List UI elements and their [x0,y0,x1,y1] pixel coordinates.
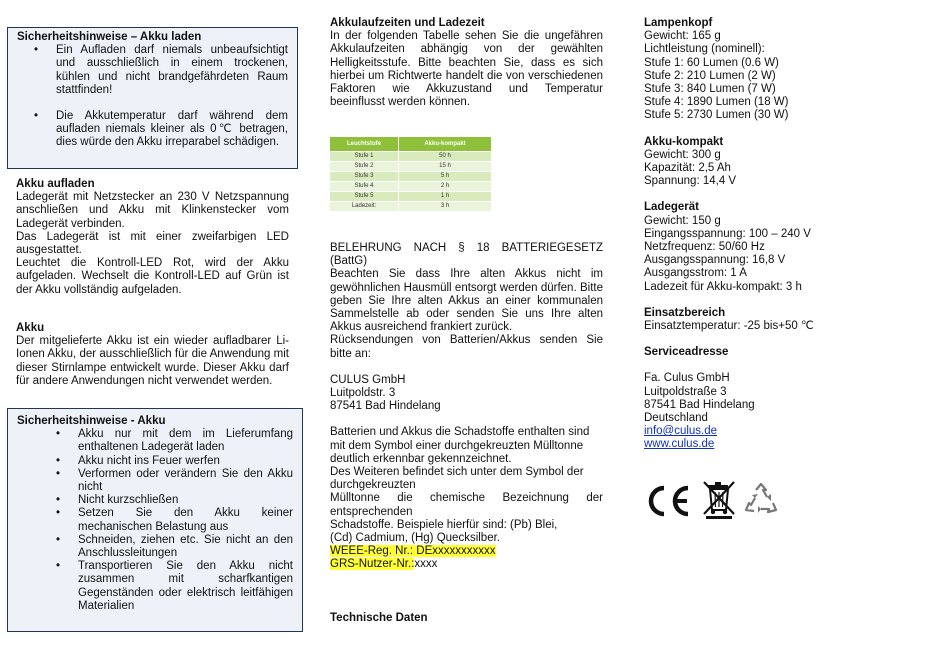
table-row [330,152,492,162]
address-line: Deutschland [644,412,708,425]
address-line: Luitpoldstraße 3 [644,385,727,398]
text-battg-6: Schadstoffe. Beispiele hierfür sind: (Pb) Blei, [330,518,558,531]
text-battg-7: (Cd) Cadmium, (Hg) Quecksilber. [330,532,500,545]
table-row [330,172,492,182]
weee-number: WEEE-Reg. Nr.: DExxxxxxxxxxx [330,545,496,558]
text-battg-4: Des Weiteren befindet sich unter dem Symbol der durchgekreuzten [330,466,584,492]
safety-box-charging [7,27,298,169]
text-akku: Der mitgelieferte Akku ist ein wieder aufladbarer Li-Ionen Akku, der ausschließlich für die Anwendung mit dieser Stirnlampe entwickelt wurde. Dieser Akku darf für andere Anwendungen nicht verwendet werden. [16,335,289,387]
text-line: Ladegerät mit Netzstecker an 230 V Netzspannung anschließen und Akku mit Klinkenstecker vom Ladegerät verbinden. [16,191,289,230]
text-battg-5: Mülltonne die chemische Bezeichnung der entsprechenden [330,492,603,518]
list-item: • Schneiden, ziehen etc. Sie nicht an den Anschlussleitungen [78,534,293,560]
table-cell: Stufe 3 [330,172,399,182]
heading-safety-akku: Sicherheitshinweise - Akku [17,415,166,427]
table-cell: Stufe 4 [330,182,399,192]
list-item: • Akku nicht ins Feuer werfen [78,455,293,468]
list-item: • Setzen Sie den Akku keiner mechanischen Belastung aus [78,507,293,533]
text-laufzeiten: In der folgenden Tabelle sehen Sie die ungefähren Akkulaufzeiten abhängig von der gewählten Helligkeitsstufe. Bitte beachten Sie, dass es sich hierbei um Richtwerte handelt die von verschiedenen Faktoren wie Akkuzustand und Temperatur beeinflusst werden können. [330,30,603,109]
weee-line [330,545,603,558]
table-cell: 3 h [399,202,492,212]
safety-box-akku [7,408,303,632]
website-link[interactable]: www.culus.de [644,438,715,451]
spec-line: Spannung: 14,4 V [644,175,737,188]
table-cell: Stufe 2 [330,162,399,172]
section-laufzeiten [330,17,603,109]
address-line: Luitpoldstr. 3 [330,387,396,400]
spec-line: Ausgangsspannung: 16,8 V [644,254,786,267]
text-battg-2: Rücksendungen von Batterien/Akkus senden Sie bitte an: [330,334,603,360]
table-cell: 50 h [399,152,492,162]
heading-einsatzbereich: Einsatzbereich [644,306,726,319]
spec-line: Stufe 3: 840 Lumen (7 W) [644,83,776,96]
list-item: • Akku nur mit dem im Lieferumfang enthaltenen Ladegerät laden [78,428,293,454]
section-battg [330,242,603,572]
address-line: 87541 Bad Hindelang [330,400,441,413]
list-item: • Transportieren Sie den Akku nicht zusammen mit scharfkantigen Gegenständen oder elektrisch leitfähigen Materialien [78,560,293,613]
heading-battg: BELEHRUNG NACH § 18 BATTERIEGESETZ (BattG) [330,242,603,268]
list-item: • Nicht kurzschließen [78,494,293,507]
table-cell: 5 h [399,172,492,182]
table-cell: Ladezeit: [330,202,399,212]
section-specs [644,17,904,452]
spec-line: Netzfrequenz: 50/60 Hz [644,241,765,254]
table-row [330,182,492,192]
spec-line: Ladezeit für Akku-kompakt: 3 h [644,280,802,293]
table-cell: Stufe 5 [330,192,399,202]
table-cell: Stufe 1 [330,152,399,162]
table-header: Leuchtstufe [330,137,399,152]
table-header: Akku-kompakt [399,137,492,152]
list-item: • Die Akkutemperatur darf während dem aufladen niemals kleiner als 0℃ betragen, dies würde den Akku irreparabel schädigen. [56,110,288,150]
ce-mark-icon [645,484,691,518]
heading-technische-daten: Technische Daten [330,612,428,624]
spec-line: Stufe 5: 2730 Lumen (30 W) [644,109,789,122]
spec-line: Lichtleistung (nominell): [644,43,765,56]
heading-laufzeiten: Akkulaufzeiten und Ladezeit [330,17,485,29]
section-akku [16,322,289,388]
text-line: Leuchtet die Kontroll-LED Rot, wird der Akku aufgeladen. Wechselt die Kontroll-LED auf Grün ist der Akku vollständig aufgeladen. [16,257,289,296]
grs-label: GRS-Nutzer-Nr.: [330,558,415,571]
heading-akku-kompakt: Akku-kompakt [644,135,724,148]
table-row [330,162,492,172]
safety-akku-list [78,428,293,613]
spec-line: Gewicht: 165 g [644,30,721,43]
table-row [330,202,492,212]
address-line: 87541 Bad Hindelang [644,398,755,411]
email-link[interactable]: info@culus.de [644,425,718,438]
heading-serviceadresse: Serviceadresse [644,346,729,359]
spec-line: Gewicht: 300 g [644,148,721,161]
address-line: CULUS GmbH [330,373,406,386]
grs-value: xxxx [414,558,438,571]
address-line: Fa. Culus GmbH [644,372,730,385]
spec-line: Gewicht: 150 g [644,214,721,227]
heading-akku: Akku [16,322,45,334]
spec-line: Eingangsspannung: 100 – 240 V [644,227,811,240]
spec-line: Stufe 2: 210 Lumen (2 W) [644,69,776,82]
list-item: • Ein Aufladen darf niemals unbeaufsichtigt und ausschließlich in einem trockenen, kühlen und nicht brandgefährdeten Raum stattfinden! [56,44,288,97]
spec-line: Stufe 1: 60 Lumen (0.6 W) [644,56,779,69]
crossed-bin-icon [700,480,738,520]
table-row [330,192,492,202]
runtime-table [329,136,492,212]
recycling-icon [742,482,780,518]
spec-line: Stufe 4: 1890 Lumen (18 W) [644,96,789,109]
heading-akku-aufladen: Akku aufladen [16,178,95,190]
heading-ladegeraet: Ladegerät [644,201,699,214]
heading-safety-charging: Sicherheitshinweise – Akku laden [17,31,202,43]
table-header-row [330,137,492,152]
section-akku-aufladen [16,178,289,297]
text-battg-3: Batterien und Akkus die Schadstoffe enthalten sind mit dem Symbol einer durchgekreuzten Mülltonne deutlich erkennbar gekennzeichnet. [330,426,590,465]
table-cell: 2 h [399,182,492,192]
text-line: Das Ladegerät ist mit einer zweifarbigen LED ausgestattet. [16,230,289,257]
spec-line: Kapazität: 2,5 Ah [644,162,731,175]
heading-lampenkopf: Lampenkopf [644,17,713,29]
text-battg-1: Beachten Sie dass Ihre alten Akkus nicht im gewöhnlichen Hausmüll entsorgt werden dürfen. Bitte geben Sie Ihre alten Akkus an einer kommunalen Sammelstelle ab oder senden Sie uns Ihre alten Akkus ausreichend frankiert zurück. [330,268,603,334]
safety-charging-list [56,44,288,149]
spec-line: Ausgangsstrom: 1 A [644,267,747,280]
list-item: • Verformen oder verändern Sie den Akku nicht [78,468,293,494]
spec-line: Einsatztemperatur: -25 bis+50 ℃ [644,320,814,333]
table-cell: 15 h [399,162,492,172]
table-cell: 1 h [399,192,492,202]
grs-line [330,558,603,571]
